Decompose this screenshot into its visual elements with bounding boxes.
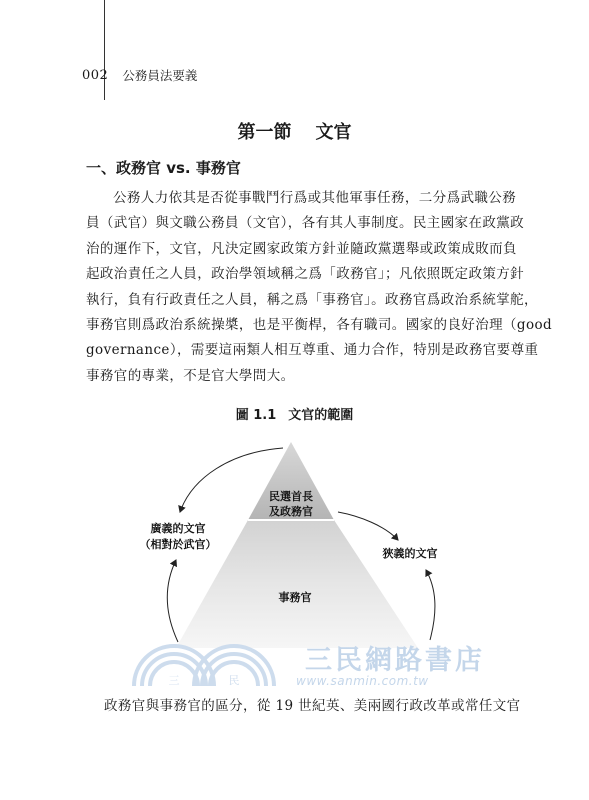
paragraph-line: 起政治責任之人員，政治學領域稱之爲「政務官」；凡依照既定政策方針 [86, 266, 525, 283]
running-head [82, 66, 197, 84]
section-title [0, 118, 589, 144]
figure-number: 圖 1.1 [235, 408, 277, 423]
section-number: 第一節 [237, 122, 292, 143]
paragraph-line: 公務人力依其是否從事戰鬥行爲或其他軍事任務，二分爲武職公務 [113, 190, 517, 206]
paragraph-line: 員（武官）與文職公務員（文官），各有其人事制度。民主國家在政黨政 [86, 215, 525, 232]
page-number: 002 [82, 67, 109, 83]
apex-label-line2: 及政務官 [269, 505, 313, 518]
broad-civil-label-line2: （相對於武官） [139, 538, 217, 551]
watermark-text: 三民網路書店 [305, 645, 485, 676]
arrow-to-narrow [338, 512, 398, 540]
book-title: 公務員法要義 [122, 68, 198, 83]
paragraph-2: 政務官與事務官的區分，從 19 世紀英、美兩國行政改革或常任文官 [104, 698, 521, 714]
apex-label-line1: 民選首長 [269, 490, 313, 503]
narrow-civil-label: 狹義的文官 [382, 547, 438, 560]
paragraph-line: 事務官則爲政治系統操槳，也是平衡桿，各有職司。國家的良好治理（good [86, 317, 553, 334]
civil-service-diagram [0, 420, 589, 650]
paragraph-line: 事務官的專業，不是官大學問大。 [86, 367, 295, 384]
paragraph-line: 治的運作下，文官，凡決定國家政策方針並隨政黨選舉或政策成敗而負 [86, 240, 517, 257]
subheading: 一、政務官 vs. 事務官 [86, 159, 241, 177]
paragraph-line: governance），需要這兩類人相互尊重、通力合作，特別是政務官要尊重 [86, 342, 539, 359]
paragraph-line: 執行，負有行政責任之人員，稱之爲「事務官」。政務官爲政治系統掌舵， [86, 291, 538, 308]
figure-title: 文官的範圍 [288, 408, 354, 423]
paragraph-1 [86, 186, 553, 389]
base-label: 事務官 [278, 591, 312, 604]
section-name: 文官 [315, 122, 352, 143]
broad-civil-label-line1: 廣義的文官 [150, 522, 206, 535]
svg-text:三: 三 [168, 674, 180, 687]
margin-rule [104, 0, 105, 100]
watermark-url: www.sanmin.com.tw [296, 674, 429, 688]
svg-text:民: 民 [228, 674, 240, 687]
